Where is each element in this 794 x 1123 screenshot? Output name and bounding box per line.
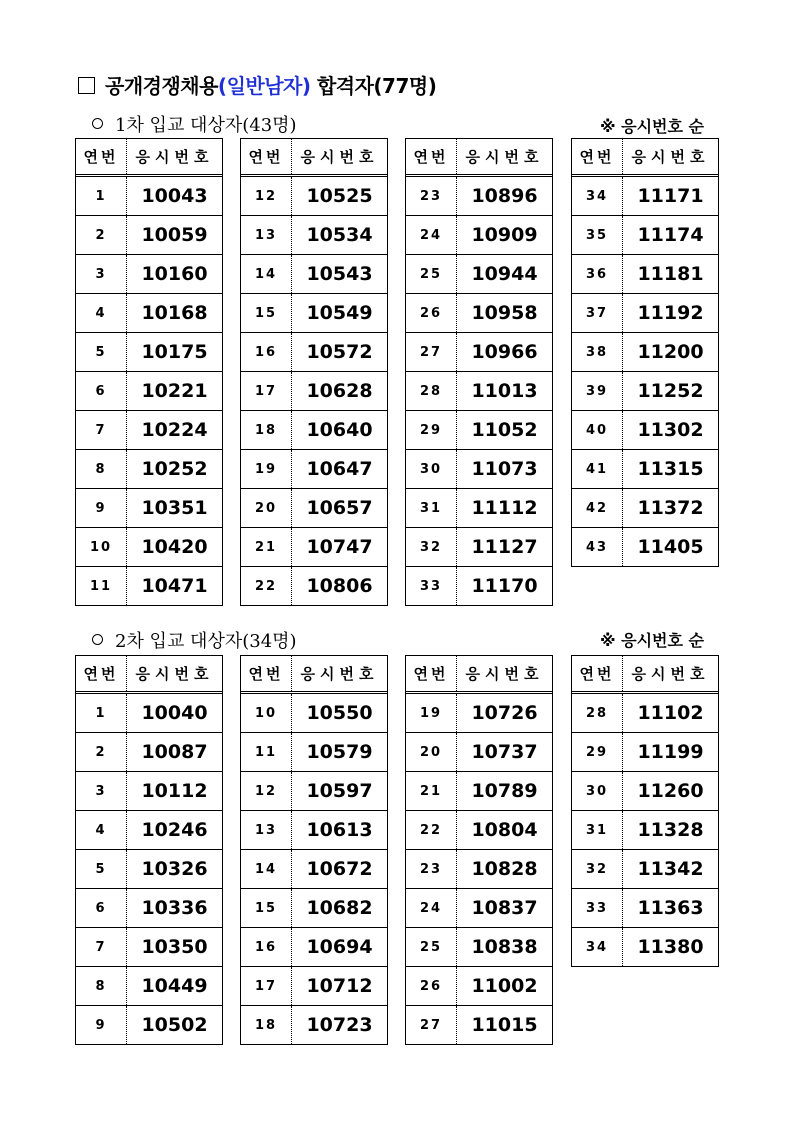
- exam-number-cell: 10806: [306, 575, 373, 597]
- table-row: [406, 966, 552, 1005]
- exam-number-cell: 10682: [306, 897, 373, 919]
- seq-cell: 16: [241, 928, 292, 966]
- seq-cell: 4: [76, 294, 127, 332]
- header-seq: 연번: [572, 139, 623, 174]
- table-row: [406, 888, 552, 927]
- seq-cell: 12: [241, 177, 292, 215]
- table-row: [241, 449, 387, 488]
- seq-cell: 9: [76, 489, 127, 527]
- exam-number-cell: 11192: [637, 302, 704, 324]
- exam-number-cell: 10525: [306, 185, 373, 207]
- seq-cell: 42: [572, 489, 623, 527]
- table-row: [76, 810, 222, 849]
- seq-cell: 14: [241, 255, 292, 293]
- table-row: [572, 849, 718, 888]
- seq-cell: 7: [76, 928, 127, 966]
- table-header: [241, 656, 387, 694]
- section2-label: 2차 입교 대상자(34명): [115, 631, 297, 652]
- seq-cell: 27: [406, 1006, 457, 1044]
- exam-number-cell: 11181: [637, 263, 704, 285]
- section2-table-4: [571, 655, 719, 967]
- header-exam-number: 응시번호: [135, 148, 214, 166]
- exam-number-cell: 10351: [141, 497, 208, 519]
- table-row: [241, 849, 387, 888]
- table-row: [241, 810, 387, 849]
- section1-label: 1차 입교 대상자(43명): [115, 115, 297, 136]
- exam-number-cell: 10168: [141, 302, 208, 324]
- table-row: [76, 927, 222, 966]
- seq-cell: 15: [241, 889, 292, 927]
- title-highlight: (일반남자): [217, 74, 311, 98]
- table-row: [76, 254, 222, 293]
- table-row: [572, 810, 718, 849]
- table-row: [406, 254, 552, 293]
- title-suffix: 합격자(77명): [310, 74, 437, 98]
- exam-number-cell: 10747: [306, 536, 373, 558]
- table-row: [241, 1005, 387, 1044]
- seq-cell: 29: [406, 411, 457, 449]
- exam-number-cell: 10534: [306, 224, 373, 246]
- seq-cell: 19: [241, 450, 292, 488]
- table-header: [572, 139, 718, 177]
- seq-cell: 5: [76, 333, 127, 371]
- seq-cell: 22: [406, 811, 457, 849]
- table-row: [76, 410, 222, 449]
- seq-cell: 5: [76, 850, 127, 888]
- table-row: [241, 566, 387, 605]
- exam-number-cell: 10550: [306, 702, 373, 724]
- header-exam-number: 응시번호: [631, 148, 710, 166]
- exam-number-cell: 10224: [141, 419, 208, 441]
- exam-number-cell: 11013: [471, 380, 538, 402]
- header-exam-number: 응시번호: [300, 665, 379, 683]
- table-row: [76, 332, 222, 371]
- table-row: [572, 293, 718, 332]
- exam-number-cell: 11112: [471, 497, 538, 519]
- header-seq: 연번: [76, 656, 127, 691]
- exam-number-cell: 10087: [141, 741, 208, 763]
- exam-number-cell: 11342: [637, 858, 704, 880]
- exam-number-cell: 10726: [471, 702, 538, 724]
- exam-number-cell: 10549: [306, 302, 373, 324]
- table-row: [406, 566, 552, 605]
- exam-number-cell: 11328: [637, 819, 704, 841]
- table-row: [76, 449, 222, 488]
- exam-number-cell: 10828: [471, 858, 538, 880]
- seq-cell: 6: [76, 889, 127, 927]
- seq-cell: 26: [406, 967, 457, 1005]
- exam-number-cell: 10326: [141, 858, 208, 880]
- exam-number-cell: 10837: [471, 897, 538, 919]
- header-seq: 연번: [406, 139, 457, 174]
- exam-number-cell: 11199: [637, 741, 704, 763]
- exam-number-cell: 10449: [141, 975, 208, 997]
- exam-number-cell: 10420: [141, 536, 208, 558]
- exam-number-cell: 10597: [306, 780, 373, 802]
- table-row: [76, 527, 222, 566]
- exam-number-cell: 10628: [306, 380, 373, 402]
- seq-cell: 28: [406, 372, 457, 410]
- seq-cell: 24: [406, 216, 457, 254]
- exam-number-cell: 10613: [306, 819, 373, 841]
- section1-table-2: [240, 138, 388, 606]
- exam-number-cell: 10838: [471, 936, 538, 958]
- header-seq: 연번: [572, 656, 623, 691]
- seq-cell: 37: [572, 294, 623, 332]
- seq-cell: 30: [406, 450, 457, 488]
- table-row: [406, 771, 552, 810]
- table-row: [572, 771, 718, 810]
- header-seq: 연번: [241, 656, 292, 691]
- table-row: [572, 177, 718, 215]
- section1-note: ※ 응시번호 순: [600, 117, 704, 136]
- exam-number-cell: 11127: [471, 536, 538, 558]
- table-row: [76, 177, 222, 215]
- seq-cell: 13: [241, 216, 292, 254]
- seq-cell: 41: [572, 450, 623, 488]
- exam-number-cell: 10221: [141, 380, 208, 402]
- exam-number-cell: 11102: [637, 702, 704, 724]
- table-row: [241, 694, 387, 732]
- exam-number-cell: 10896: [471, 185, 538, 207]
- page-title: [78, 70, 436, 99]
- seq-cell: 31: [406, 489, 457, 527]
- exam-number-cell: 10958: [471, 302, 538, 324]
- table-row: [406, 293, 552, 332]
- seq-cell: 35: [572, 216, 623, 254]
- table-row: [572, 694, 718, 732]
- seq-cell: 17: [241, 967, 292, 1005]
- exam-number-cell: 11170: [471, 575, 538, 597]
- circle-bullet-icon: [92, 118, 103, 129]
- table-row: [241, 215, 387, 254]
- seq-cell: 12: [241, 772, 292, 810]
- table-header: [572, 656, 718, 694]
- section1-table-3: [405, 138, 553, 606]
- exam-number-cell: 10336: [141, 897, 208, 919]
- exam-number-cell: 10804: [471, 819, 538, 841]
- seq-cell: 4: [76, 811, 127, 849]
- exam-number-cell: 10471: [141, 575, 208, 597]
- table-row: [572, 371, 718, 410]
- table-row: [406, 177, 552, 215]
- table-row: [406, 488, 552, 527]
- exam-number-cell: 11015: [471, 1014, 538, 1036]
- seq-cell: 33: [572, 889, 623, 927]
- table-row: [406, 1005, 552, 1044]
- exam-number-cell: 10640: [306, 419, 373, 441]
- exam-number-cell: 10350: [141, 936, 208, 958]
- section1-heading: [84, 111, 297, 137]
- table-row: [406, 527, 552, 566]
- seq-cell: 23: [406, 177, 457, 215]
- exam-number-cell: 10909: [471, 224, 538, 246]
- exam-number-cell: 11174: [637, 224, 704, 246]
- table-row: [572, 732, 718, 771]
- section2-note: ※ 응시번호 순: [600, 631, 704, 650]
- exam-number-cell: 10043: [141, 185, 208, 207]
- exam-number-cell: 10944: [471, 263, 538, 285]
- header-exam-number: 응시번호: [465, 665, 544, 683]
- exam-number-cell: 10572: [306, 341, 373, 363]
- table-row: [406, 371, 552, 410]
- seq-cell: 24: [406, 889, 457, 927]
- seq-cell: 17: [241, 372, 292, 410]
- exam-number-cell: 10112: [141, 780, 208, 802]
- table-row: [406, 215, 552, 254]
- exam-number-cell: 10246: [141, 819, 208, 841]
- table-row: [241, 771, 387, 810]
- seq-cell: 10: [241, 694, 292, 732]
- exam-number-cell: 10252: [141, 458, 208, 480]
- exam-number-cell: 10966: [471, 341, 538, 363]
- table-row: [572, 332, 718, 371]
- seq-cell: 23: [406, 850, 457, 888]
- table-row: [241, 293, 387, 332]
- table-row: [572, 927, 718, 966]
- seq-cell: 40: [572, 411, 623, 449]
- seq-cell: 33: [406, 567, 457, 605]
- table-header: [406, 656, 552, 694]
- header-seq: 연번: [241, 139, 292, 174]
- table-row: [406, 810, 552, 849]
- exam-number-cell: 11200: [637, 341, 704, 363]
- table-row: [76, 215, 222, 254]
- exam-number-cell: 10723: [306, 1014, 373, 1036]
- seq-cell: 29: [572, 733, 623, 771]
- table-row: [572, 488, 718, 527]
- table-row: [76, 771, 222, 810]
- seq-cell: 27: [406, 333, 457, 371]
- exam-number-cell: 11073: [471, 458, 538, 480]
- seq-cell: 19: [406, 694, 457, 732]
- header-exam-number: 응시번호: [465, 148, 544, 166]
- checkbox-square-icon: [78, 77, 95, 94]
- exam-number-cell: 11171: [637, 185, 704, 207]
- seq-cell: 26: [406, 294, 457, 332]
- table-row: [241, 966, 387, 1005]
- table-row: [76, 888, 222, 927]
- table-row: [572, 254, 718, 293]
- seq-cell: 28: [572, 694, 623, 732]
- header-exam-number: 응시번호: [631, 665, 710, 683]
- table-row: [241, 488, 387, 527]
- seq-cell: 21: [241, 528, 292, 566]
- header-exam-number: 응시번호: [300, 148, 379, 166]
- exam-number-cell: 11260: [637, 780, 704, 802]
- exam-number-cell: 10789: [471, 780, 538, 802]
- seq-cell: 34: [572, 928, 623, 966]
- exam-number-cell: 10647: [306, 458, 373, 480]
- table-row: [406, 694, 552, 732]
- seq-cell: 11: [76, 567, 127, 605]
- table-row: [76, 1005, 222, 1044]
- table-row: [241, 527, 387, 566]
- table-row: [406, 849, 552, 888]
- seq-cell: 6: [76, 372, 127, 410]
- exam-number-cell: 11405: [637, 536, 704, 558]
- table-row: [241, 732, 387, 771]
- table-row: [76, 488, 222, 527]
- table-row: [241, 254, 387, 293]
- table-row: [406, 410, 552, 449]
- table-header: [406, 139, 552, 177]
- title-prefix: 공개경쟁채용: [105, 74, 218, 98]
- section2-table-1: [75, 655, 223, 1045]
- table-row: [406, 927, 552, 966]
- table-row: [406, 332, 552, 371]
- seq-cell: 32: [406, 528, 457, 566]
- seq-cell: 43: [572, 528, 623, 566]
- exam-number-cell: 11380: [637, 936, 704, 958]
- table-row: [76, 371, 222, 410]
- seq-cell: 14: [241, 850, 292, 888]
- table-row: [76, 966, 222, 1005]
- header-exam-number: 응시번호: [135, 665, 214, 683]
- seq-cell: 20: [241, 489, 292, 527]
- table-row: [572, 410, 718, 449]
- seq-cell: 1: [76, 694, 127, 732]
- table-row: [572, 527, 718, 566]
- circle-bullet-icon: [92, 634, 103, 645]
- table-row: [76, 849, 222, 888]
- exam-number-cell: 10543: [306, 263, 373, 285]
- table-row: [406, 732, 552, 771]
- exam-number-cell: 10175: [141, 341, 208, 363]
- table-row: [76, 293, 222, 332]
- seq-cell: 16: [241, 333, 292, 371]
- seq-cell: 18: [241, 411, 292, 449]
- seq-cell: 9: [76, 1006, 127, 1044]
- exam-number-cell: 10579: [306, 741, 373, 763]
- table-header: [76, 656, 222, 694]
- seq-cell: 8: [76, 967, 127, 1005]
- seq-cell: 3: [76, 255, 127, 293]
- section2-heading: [84, 627, 297, 653]
- seq-cell: 1: [76, 177, 127, 215]
- seq-cell: 10: [76, 528, 127, 566]
- table-row: [241, 332, 387, 371]
- table-row: [241, 371, 387, 410]
- seq-cell: 15: [241, 294, 292, 332]
- seq-cell: 18: [241, 1006, 292, 1044]
- section1-table-1: [75, 138, 223, 606]
- seq-cell: 36: [572, 255, 623, 293]
- section2-table-2: [240, 655, 388, 1045]
- section1-table-4: [571, 138, 719, 567]
- header-seq: 연번: [76, 139, 127, 174]
- table-row: [76, 732, 222, 771]
- exam-number-cell: 10657: [306, 497, 373, 519]
- exam-number-cell: 10694: [306, 936, 373, 958]
- table-row: [406, 449, 552, 488]
- exam-number-cell: 11363: [637, 897, 704, 919]
- seq-cell: 3: [76, 772, 127, 810]
- exam-number-cell: 11052: [471, 419, 538, 441]
- seq-cell: 21: [406, 772, 457, 810]
- seq-cell: 22: [241, 567, 292, 605]
- table-row: [241, 927, 387, 966]
- seq-cell: 38: [572, 333, 623, 371]
- seq-cell: 11: [241, 733, 292, 771]
- table-row: [241, 410, 387, 449]
- seq-cell: 2: [76, 216, 127, 254]
- exam-number-cell: 11252: [637, 380, 704, 402]
- exam-number-cell: 11002: [471, 975, 538, 997]
- seq-cell: 30: [572, 772, 623, 810]
- seq-cell: 2: [76, 733, 127, 771]
- seq-cell: 34: [572, 177, 623, 215]
- table-row: [241, 888, 387, 927]
- table-header: [241, 139, 387, 177]
- header-seq: 연번: [406, 656, 457, 691]
- table-row: [572, 215, 718, 254]
- exam-number-cell: 11372: [637, 497, 704, 519]
- table-row: [572, 449, 718, 488]
- seq-cell: 25: [406, 928, 457, 966]
- table-row: [76, 566, 222, 605]
- seq-cell: 13: [241, 811, 292, 849]
- exam-number-cell: 10040: [141, 702, 208, 724]
- exam-number-cell: 10059: [141, 224, 208, 246]
- exam-number-cell: 11302: [637, 419, 704, 441]
- exam-number-cell: 10672: [306, 858, 373, 880]
- seq-cell: 39: [572, 372, 623, 410]
- table-row: [76, 694, 222, 732]
- exam-number-cell: 10160: [141, 263, 208, 285]
- exam-number-cell: 10502: [141, 1014, 208, 1036]
- table-row: [241, 177, 387, 215]
- table-header: [76, 139, 222, 177]
- exam-number-cell: 10712: [306, 975, 373, 997]
- section2-table-3: [405, 655, 553, 1045]
- seq-cell: 25: [406, 255, 457, 293]
- seq-cell: 31: [572, 811, 623, 849]
- seq-cell: 8: [76, 450, 127, 488]
- seq-cell: 7: [76, 411, 127, 449]
- exam-number-cell: 10737: [471, 741, 538, 763]
- table-row: [572, 888, 718, 927]
- seq-cell: 20: [406, 733, 457, 771]
- exam-number-cell: 11315: [637, 458, 704, 480]
- seq-cell: 32: [572, 850, 623, 888]
